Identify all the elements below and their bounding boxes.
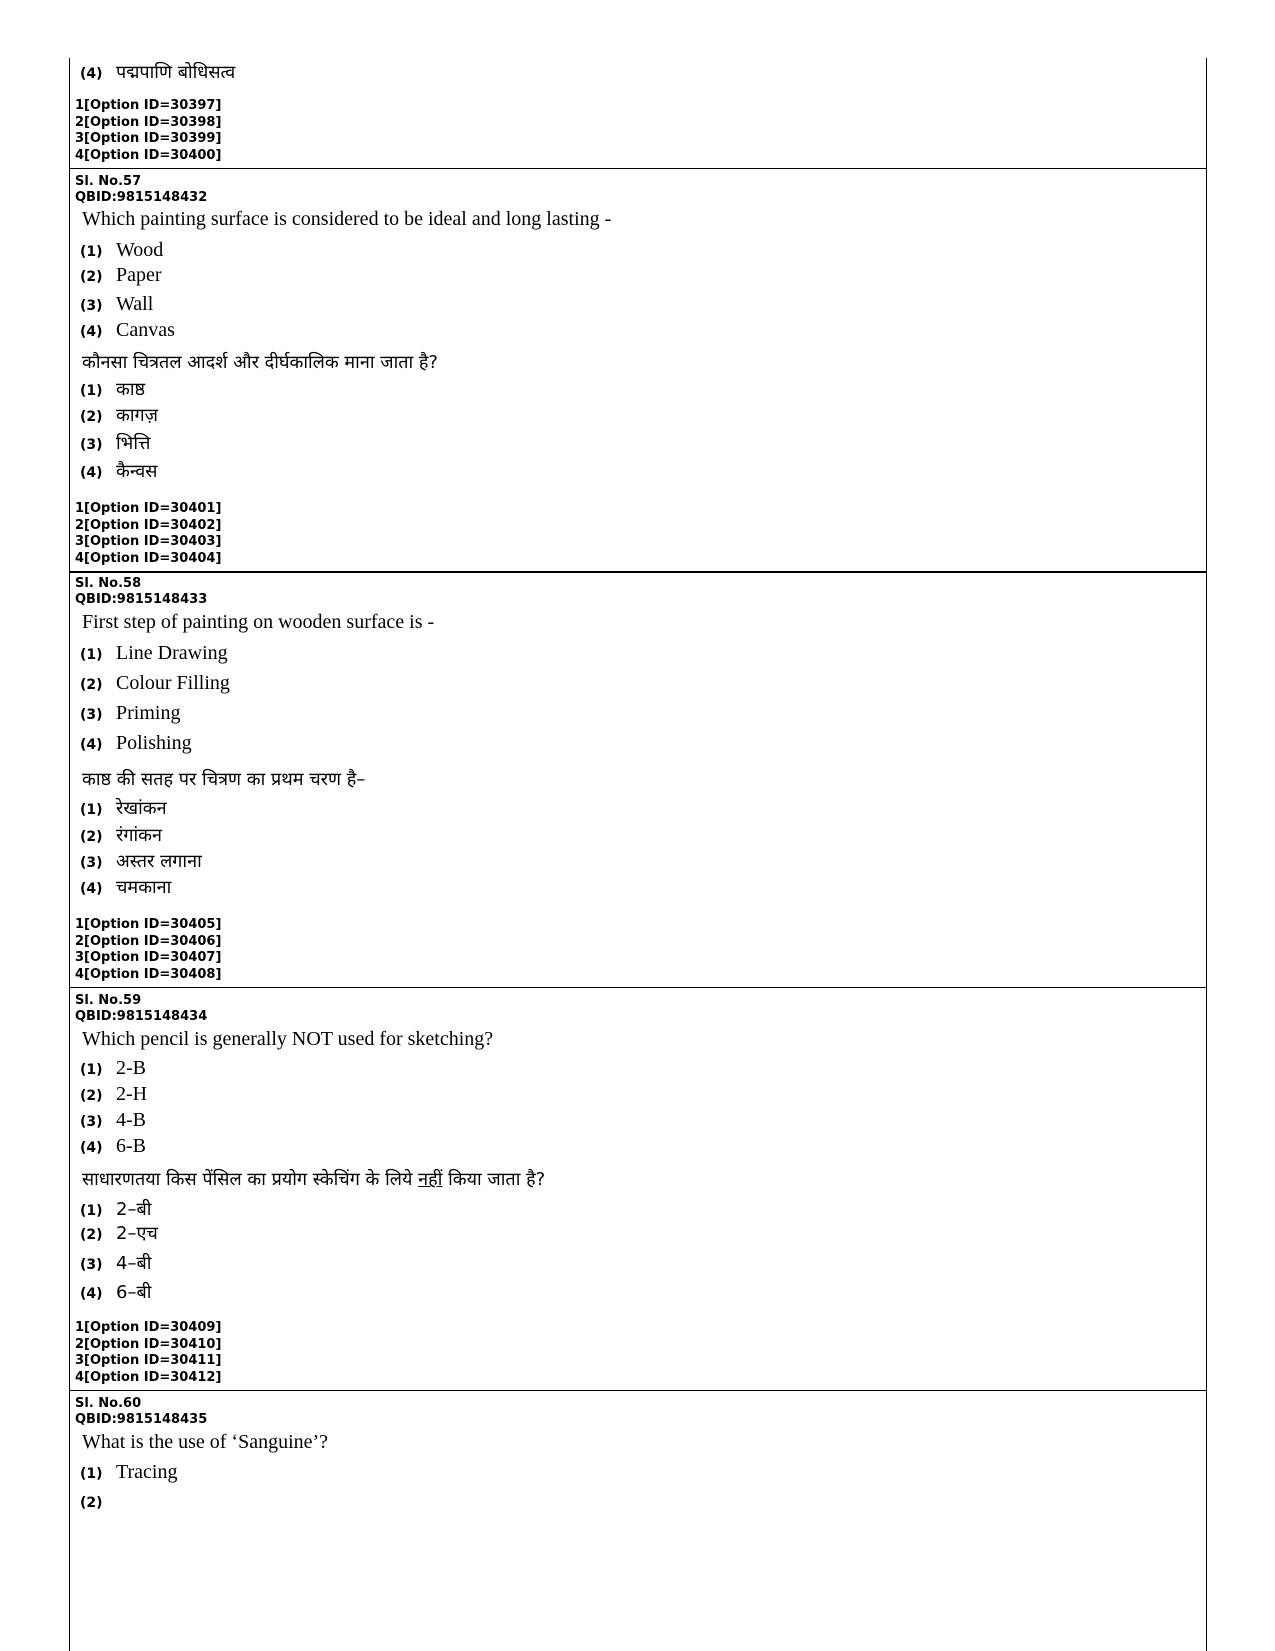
option-number: (2) bbox=[80, 1495, 103, 1511]
option-number: (2) bbox=[80, 677, 103, 693]
option-number: (4) bbox=[80, 1286, 103, 1302]
question-text-english: What is the use of ‘Sanguine’? bbox=[82, 1431, 329, 1453]
option-4 bbox=[80, 732, 192, 755]
option-id: 4[Option ID=30412] bbox=[75, 1369, 222, 1385]
option-id: 1[Option ID=30405] bbox=[75, 917, 222, 932]
divider bbox=[70, 571, 1206, 573]
option-text: Wood bbox=[116, 239, 164, 261]
option-id: 3[Option ID=30399] bbox=[75, 131, 222, 146]
question-bank-id: QBID:9815148435 bbox=[75, 1412, 208, 1427]
option-text: 2–एच bbox=[116, 1223, 158, 1244]
option-id: 4[Option ID=30400] bbox=[75, 147, 222, 163]
option-text: 2-B bbox=[116, 1057, 146, 1079]
option-4 bbox=[80, 459, 157, 483]
option-4 bbox=[80, 875, 171, 899]
option-4 bbox=[80, 1280, 151, 1304]
serial-number: Sl. No.57 bbox=[75, 174, 142, 189]
option-3 bbox=[80, 702, 180, 725]
option-text: कैन्वस bbox=[116, 461, 158, 482]
option-text: Priming bbox=[116, 702, 181, 724]
option-2 bbox=[80, 1490, 116, 1513]
option-text: Wall bbox=[116, 293, 154, 315]
option-number: (3) bbox=[80, 1257, 103, 1273]
question-text-hindi: कौनसा चित्रतल आदर्श और दीर्घकालिक माना जाता है? bbox=[82, 352, 438, 373]
option-number: (4) bbox=[80, 1140, 103, 1156]
option-2 bbox=[80, 1221, 158, 1245]
option-id: 1[Option ID=30397] bbox=[75, 98, 222, 113]
serial-number: Sl. No.58 bbox=[75, 576, 142, 591]
serial-number: Sl. No.60 bbox=[75, 1396, 142, 1411]
option-id: 1[Option ID=30401] bbox=[75, 501, 222, 516]
option-text: 2–बी bbox=[116, 1199, 152, 1220]
option-1 bbox=[80, 642, 228, 665]
option-number: (1) bbox=[80, 647, 103, 663]
option-id-list bbox=[75, 1320, 221, 1386]
option-id-list bbox=[75, 501, 221, 567]
option-id: 2[Option ID=30402] bbox=[75, 517, 222, 533]
question-text-part: साधारणतया किस पेंसिल का प्रयोग स्केचिंग के लिये bbox=[82, 1169, 413, 1190]
option-text: 6-B bbox=[116, 1135, 146, 1157]
option-2 bbox=[80, 264, 162, 287]
option-number: (1) bbox=[80, 1466, 103, 1482]
option-id: 2[Option ID=30406] bbox=[75, 933, 222, 949]
option-text: रेखांकन bbox=[116, 798, 167, 819]
option-3 bbox=[80, 431, 150, 455]
option-number: (1) bbox=[80, 244, 103, 260]
option-4 bbox=[80, 60, 235, 84]
option-number: (4) bbox=[80, 324, 103, 340]
option-2 bbox=[80, 823, 162, 847]
option-4 bbox=[80, 319, 175, 342]
option-text: कागज़ bbox=[116, 405, 158, 426]
option-3 bbox=[80, 293, 153, 316]
option-id-list bbox=[75, 917, 221, 983]
option-id: 3[Option ID=30411] bbox=[75, 1353, 222, 1368]
question-text-hindi: काष्ठ की सतह पर चित्रण का प्रथम चरण है– bbox=[82, 769, 366, 790]
option-text: चमकाना bbox=[116, 877, 172, 898]
option-number: (3) bbox=[80, 855, 103, 871]
option-number: (1) bbox=[80, 1203, 103, 1219]
option-3 bbox=[80, 849, 202, 873]
option-number: (2) bbox=[80, 269, 103, 285]
option-text: भित्ति bbox=[116, 433, 151, 454]
question-bank-id: QBID:9815148433 bbox=[75, 592, 208, 607]
option-id: 2[Option ID=30410] bbox=[75, 1336, 222, 1352]
option-id: 3[Option ID=30403] bbox=[75, 534, 222, 549]
option-text: पद्मपाणि बोधिसत्व bbox=[116, 62, 236, 83]
option-2 bbox=[80, 672, 230, 695]
option-number: (1) bbox=[80, 802, 103, 818]
option-number: (4) bbox=[80, 66, 103, 82]
divider bbox=[70, 1390, 1206, 1391]
question-text-part: किया जाता है? bbox=[448, 1169, 546, 1190]
option-number: (1) bbox=[80, 383, 103, 399]
option-2 bbox=[80, 403, 158, 427]
option-text: रंगांकन bbox=[116, 825, 162, 846]
serial-number: Sl. No.59 bbox=[75, 993, 142, 1008]
divider bbox=[70, 168, 1206, 169]
option-2 bbox=[80, 1083, 147, 1106]
question-text-english: Which painting surface is considered to be ideal and long lasting - bbox=[82, 208, 612, 230]
question-bank-id: QBID:9815148432 bbox=[75, 190, 208, 205]
option-number: (2) bbox=[80, 829, 103, 845]
option-text: Line Drawing bbox=[116, 642, 228, 664]
option-id: 4[Option ID=30408] bbox=[75, 966, 222, 982]
option-id: 3[Option ID=30407] bbox=[75, 950, 222, 965]
option-text: 6–बी bbox=[116, 1282, 152, 1303]
option-4 bbox=[80, 1135, 146, 1158]
option-1 bbox=[80, 239, 163, 262]
option-text: Tracing bbox=[116, 1461, 178, 1483]
option-1 bbox=[80, 1057, 146, 1080]
option-id-list bbox=[75, 98, 221, 164]
option-text: अस्तर लगाना bbox=[116, 851, 202, 872]
question-text-english: Which pencil is generally NOT used for sketching? bbox=[82, 1028, 494, 1050]
option-text: Colour Filling bbox=[116, 672, 230, 694]
option-text: काष्ठ bbox=[116, 379, 146, 400]
option-number: (2) bbox=[80, 1088, 103, 1104]
option-number: (4) bbox=[80, 465, 103, 481]
option-number: (3) bbox=[80, 1114, 103, 1130]
option-1 bbox=[80, 1461, 177, 1484]
option-number: (3) bbox=[80, 298, 103, 314]
divider bbox=[70, 987, 1206, 988]
option-id: 2[Option ID=30398] bbox=[75, 114, 222, 130]
question-text-hindi bbox=[82, 1167, 545, 1191]
emphasis-underlined: नहीं bbox=[418, 1169, 443, 1190]
option-id: 1[Option ID=30409] bbox=[75, 1320, 222, 1335]
option-3 bbox=[80, 1109, 146, 1132]
option-number: (2) bbox=[80, 409, 103, 425]
option-3 bbox=[80, 1251, 151, 1275]
question-text-english: First step of painting on wooden surface is - bbox=[82, 611, 435, 633]
option-number: (3) bbox=[80, 437, 103, 453]
option-text: Paper bbox=[116, 264, 162, 286]
option-number: (3) bbox=[80, 707, 103, 723]
option-text: Canvas bbox=[116, 319, 175, 341]
option-text: 4-B bbox=[116, 1109, 146, 1131]
option-1 bbox=[80, 796, 167, 820]
option-number: (4) bbox=[80, 881, 103, 897]
option-id: 4[Option ID=30404] bbox=[75, 550, 222, 566]
option-number: (2) bbox=[80, 1227, 103, 1243]
option-number: (1) bbox=[80, 1062, 103, 1078]
option-text: 2-H bbox=[116, 1083, 148, 1105]
option-number: (4) bbox=[80, 737, 103, 753]
option-text: 4–बी bbox=[116, 1253, 152, 1274]
option-text: Polishing bbox=[116, 732, 192, 754]
option-1 bbox=[80, 377, 145, 401]
question-bank-id: QBID:9815148434 bbox=[75, 1009, 208, 1024]
question-paper-page bbox=[69, 58, 1207, 1651]
option-1 bbox=[80, 1197, 151, 1221]
